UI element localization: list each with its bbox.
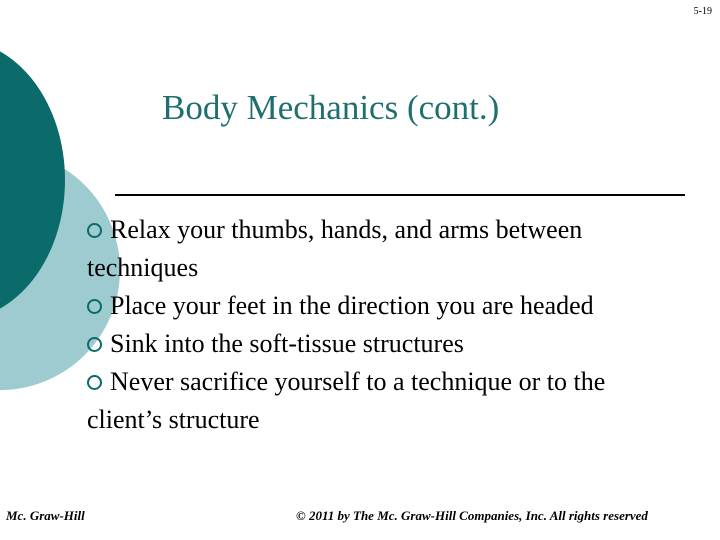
bullet-item — [87, 287, 647, 325]
slide-title: Body Mechanics (cont.) — [162, 88, 500, 127]
hollow-circle-icon — [87, 375, 102, 390]
bullet-list — [87, 211, 647, 439]
bullet-text: Sink into the soft-tissue structures — [110, 329, 464, 358]
bullet-text: Place your feet in the direction you are headed — [110, 291, 594, 320]
bullet-item — [87, 211, 647, 287]
slide-number: 5-19 — [693, 6, 712, 17]
title-divider — [115, 194, 685, 196]
hollow-circle-icon — [87, 223, 102, 238]
hollow-circle-icon — [87, 337, 102, 352]
footer-copyright: © 2011 by The Mc. Graw-Hill Companies, Inc. All rights reserved — [296, 508, 648, 523]
footer-publisher: Mc. Graw-Hill — [6, 508, 85, 523]
bullet-item — [87, 363, 647, 439]
hollow-circle-icon — [87, 299, 102, 314]
bullet-text: Relax your thumbs, hands, and arms between techniques — [87, 215, 583, 282]
bullet-item — [87, 325, 647, 363]
bullet-text: Never sacrifice yourself to a technique or to the client’s structure — [87, 367, 606, 434]
